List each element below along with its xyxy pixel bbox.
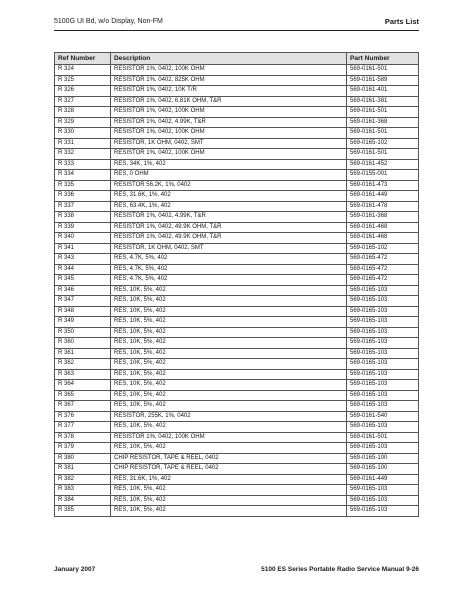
ref-number-cell: R 338 xyxy=(55,212,111,223)
description-cell: RES, 10K, 5%, 402 xyxy=(111,390,347,401)
ref-number-cell: R 329 xyxy=(55,117,111,128)
table-header-row xyxy=(55,53,419,65)
ref-number-cell: R 363 xyxy=(55,369,111,380)
part-number-cell: 569-0165-103 xyxy=(347,317,419,328)
table-row xyxy=(55,212,419,223)
table-row xyxy=(55,359,419,370)
part-number-cell: 569-0165-102 xyxy=(347,138,419,149)
table-row xyxy=(55,422,419,433)
table-row xyxy=(55,191,419,202)
ref-number-cell: R 332 xyxy=(55,149,111,160)
description-cell: RES, 10K, 5%, 402 xyxy=(111,317,347,328)
description-cell: RES, 63.4K, 1%, 402 xyxy=(111,201,347,212)
description-cell: RESISTOR 1%, 0402, 49.9K OHM, T&R xyxy=(111,233,347,244)
description-cell: RES, 31.6K, 1%, 402 xyxy=(111,474,347,485)
table-row xyxy=(55,432,419,443)
ref-number-cell: R 349 xyxy=(55,317,111,328)
footer-manual-page: 5100 ES Series Portable Radio Service Manual 9-26 xyxy=(261,566,419,573)
description-cell: RESISTOR 1%, 0402, 4.99K, T&R xyxy=(111,117,347,128)
header-divider xyxy=(54,30,419,31)
ref-number-cell: R 326 xyxy=(55,86,111,97)
table-row xyxy=(55,495,419,506)
part-number-cell: 569-0161-452 xyxy=(347,159,419,170)
ref-number-cell: R 335 xyxy=(55,180,111,191)
ref-number-cell: R 350 xyxy=(55,327,111,338)
description-cell: RES, 4.7K, 5%, 402 xyxy=(111,254,347,265)
part-number-cell: 569-0165-103 xyxy=(347,422,419,433)
parts-list-table xyxy=(54,52,419,517)
header-section-title: Parts List xyxy=(384,17,419,26)
ref-number-cell: R 325 xyxy=(55,75,111,86)
part-number-cell: 569-0165-103 xyxy=(347,495,419,506)
description-cell: RES, 31.6K, 1%, 402 xyxy=(111,191,347,202)
description-cell: RES, 10K, 5%, 402 xyxy=(111,485,347,496)
part-number-cell: 569-0165-103 xyxy=(347,390,419,401)
description-cell: RESISTOR, 255K, 1%, 0402 xyxy=(111,411,347,422)
part-number-cell: 569-0161-501 xyxy=(347,432,419,443)
description-cell: RESISTOR 1%, 0402, 49.9K OHM, T&R xyxy=(111,222,347,233)
ref-number-cell: R 341 xyxy=(55,243,111,254)
part-number-cell: 569-0161-501 xyxy=(347,107,419,118)
table-row xyxy=(55,474,419,485)
table-row xyxy=(55,506,419,517)
ref-number-cell: R 347 xyxy=(55,296,111,307)
part-number-cell: 569-0165-472 xyxy=(347,275,419,286)
part-number-cell: 569-0161-468 xyxy=(347,233,419,244)
ref-number-cell: R 340 xyxy=(55,233,111,244)
table-row xyxy=(55,65,419,76)
column-header-description: Description xyxy=(111,53,347,65)
table-row xyxy=(55,485,419,496)
ref-number-cell: R 334 xyxy=(55,170,111,181)
ref-number-cell: R 328 xyxy=(55,107,111,118)
ref-number-cell: R 330 xyxy=(55,128,111,139)
ref-number-cell: R 348 xyxy=(55,306,111,317)
description-cell: RES, 10K, 5%, 402 xyxy=(111,306,347,317)
description-cell: RES, 10K, 5%, 402 xyxy=(111,359,347,370)
description-cell: RES, 10K, 5%, 402 xyxy=(111,443,347,454)
part-number-cell: 569-0161-368 xyxy=(347,117,419,128)
ref-number-cell: R 377 xyxy=(55,422,111,433)
ref-number-cell: R 345 xyxy=(55,275,111,286)
table-row xyxy=(55,96,419,107)
description-cell: RES, 10K, 5%, 402 xyxy=(111,348,347,359)
description-cell: RESISTOR 56.2K, 1%, 0402 xyxy=(111,180,347,191)
part-number-cell: 569-0161-589 xyxy=(347,75,419,86)
ref-number-cell: R 324 xyxy=(55,65,111,76)
part-number-cell: 569-0161-381 xyxy=(347,96,419,107)
description-cell: RES, 10K, 5%, 402 xyxy=(111,506,347,517)
description-cell: RESISTOR 1%, 0402, 4.99K, T&R xyxy=(111,212,347,223)
table-row xyxy=(55,180,419,191)
ref-number-cell: R 383 xyxy=(55,485,111,496)
header-document-title: 5100G UI Bd, w/o Display, Non-FM xyxy=(54,18,163,25)
table-row xyxy=(55,254,419,265)
table-row xyxy=(55,128,419,139)
ref-number-cell: R 361 xyxy=(55,348,111,359)
table-row xyxy=(55,411,419,422)
part-number-cell: 569-0165-103 xyxy=(347,401,419,412)
part-number-cell: 569-0165-103 xyxy=(347,443,419,454)
ref-number-cell: R 382 xyxy=(55,474,111,485)
ref-number-cell: R 367 xyxy=(55,401,111,412)
description-cell: RESISTOR 1%, 0402, 100K OHM xyxy=(111,149,347,160)
description-cell: RES, 10K, 5%, 402 xyxy=(111,338,347,349)
ref-number-cell: R 343 xyxy=(55,254,111,265)
table-row xyxy=(55,75,419,86)
table-row xyxy=(55,401,419,412)
part-number-cell: 569-0165-472 xyxy=(347,264,419,275)
part-number-cell: 569-0161-501 xyxy=(347,149,419,160)
description-cell: RES, 10K, 5%, 402 xyxy=(111,285,347,296)
table-row xyxy=(55,107,419,118)
table-row xyxy=(55,159,419,170)
ref-number-cell: R 337 xyxy=(55,201,111,212)
description-cell: RES, 10K, 5%, 402 xyxy=(111,380,347,391)
description-cell: RESISTOR 1%, 0402, 6.81K OHM, T&R xyxy=(111,96,347,107)
description-cell: CHIP RESISTOR, TAPE & REEL, 0402 xyxy=(111,453,347,464)
table-row xyxy=(55,233,419,244)
part-number-cell: 569-0161-501 xyxy=(347,128,419,139)
ref-number-cell: R 362 xyxy=(55,359,111,370)
description-cell: RES, 10K, 5%, 402 xyxy=(111,422,347,433)
ref-number-cell: R 384 xyxy=(55,495,111,506)
table-row xyxy=(55,243,419,254)
description-cell: RESISTOR 1%, 0402, 100K OHM xyxy=(111,107,347,118)
ref-number-cell: R 378 xyxy=(55,432,111,443)
ref-number-cell: R 385 xyxy=(55,506,111,517)
ref-number-cell: R 380 xyxy=(55,453,111,464)
part-number-cell: 569-0161-473 xyxy=(347,180,419,191)
ref-number-cell: R 379 xyxy=(55,443,111,454)
ref-number-cell: R 365 xyxy=(55,390,111,401)
table-row xyxy=(55,170,419,181)
ref-number-cell: R 364 xyxy=(55,380,111,391)
footer-date: January 2007 xyxy=(54,566,96,573)
table-row xyxy=(55,117,419,128)
part-number-cell: 569-0165-103 xyxy=(347,327,419,338)
ref-number-cell: R 327 xyxy=(55,96,111,107)
part-number-cell: 569-0161-468 xyxy=(347,222,419,233)
part-number-cell: 569-0165-472 xyxy=(347,254,419,265)
description-cell: RES, 4.7K, 5%, 402 xyxy=(111,275,347,286)
part-number-cell: 569-0165-103 xyxy=(347,506,419,517)
description-cell: RESISTOR, 1K OHM, 0402, SMT xyxy=(111,138,347,149)
ref-number-cell: R 360 xyxy=(55,338,111,349)
part-number-cell: 569-0165-100 xyxy=(347,453,419,464)
description-cell: RES, 0 OHM xyxy=(111,170,347,181)
table-row xyxy=(55,338,419,349)
table-row xyxy=(55,201,419,212)
part-number-cell: 569-0165-103 xyxy=(347,338,419,349)
part-number-cell: 569-0161-501 xyxy=(347,65,419,76)
table-row xyxy=(55,443,419,454)
part-number-cell: 569-0165-103 xyxy=(347,359,419,370)
table-row xyxy=(55,348,419,359)
ref-number-cell: R 331 xyxy=(55,138,111,149)
description-cell: RESISTOR 1%, 0402, 100K OHM xyxy=(111,128,347,139)
table-row xyxy=(55,453,419,464)
part-number-cell: 569-0165-102 xyxy=(347,243,419,254)
table-row xyxy=(55,380,419,391)
ref-number-cell: R 333 xyxy=(55,159,111,170)
part-number-cell: 569-0165-100 xyxy=(347,464,419,475)
description-cell: CHIP RESISTOR, TAPE & REEL, 0402 xyxy=(111,464,347,475)
part-number-cell: 569-0161-368 xyxy=(347,212,419,223)
ref-number-cell: R 344 xyxy=(55,264,111,275)
table-row xyxy=(55,275,419,286)
ref-number-cell: R 346 xyxy=(55,285,111,296)
column-header-part-number: Part Number xyxy=(347,53,419,65)
part-number-cell: 569-0161-540 xyxy=(347,411,419,422)
part-number-cell: 569-0161-449 xyxy=(347,474,419,485)
table-row xyxy=(55,390,419,401)
table-row xyxy=(55,285,419,296)
part-number-cell: 569-0161-478 xyxy=(347,201,419,212)
description-cell: RES, 10K, 5%, 402 xyxy=(111,495,347,506)
description-cell: RES, 10K, 5%, 402 xyxy=(111,296,347,307)
table-row xyxy=(55,306,419,317)
description-cell: RESISTOR 1%, 0402, 10K T/R xyxy=(111,86,347,97)
table-row xyxy=(55,296,419,307)
table-row xyxy=(55,464,419,475)
table-row xyxy=(55,138,419,149)
table-row xyxy=(55,149,419,160)
table-row xyxy=(55,264,419,275)
table-row xyxy=(55,369,419,380)
part-number-cell: 569-0155-001 xyxy=(347,170,419,181)
part-number-cell: 569-0165-103 xyxy=(347,348,419,359)
description-cell: RESISTOR, 1K OHM, 0402, SMT xyxy=(111,243,347,254)
ref-number-cell: R 339 xyxy=(55,222,111,233)
description-cell: RES, 10K, 5%, 402 xyxy=(111,401,347,412)
description-cell: RESISTOR 1%, 0402, 100K OHM xyxy=(111,65,347,76)
description-cell: RESISTOR 1%, 0402, 100K OHM xyxy=(111,432,347,443)
part-number-cell: 569-0165-103 xyxy=(347,285,419,296)
table-row xyxy=(55,317,419,328)
description-cell: RES, 34K, 1%, 402 xyxy=(111,159,347,170)
table-row xyxy=(55,86,419,97)
description-cell: RES, 4.7K, 5%, 402 xyxy=(111,264,347,275)
description-cell: RESISTOR 1%, 0402, 825K OHM xyxy=(111,75,347,86)
ref-number-cell: R 381 xyxy=(55,464,111,475)
part-number-cell: 569-0165-103 xyxy=(347,296,419,307)
part-number-cell: 569-0165-103 xyxy=(347,369,419,380)
table-row xyxy=(55,222,419,233)
part-number-cell: 569-0165-103 xyxy=(347,485,419,496)
table-body xyxy=(55,65,419,517)
ref-number-cell: R 376 xyxy=(55,411,111,422)
part-number-cell: 569-0165-103 xyxy=(347,306,419,317)
table-row xyxy=(55,327,419,338)
part-number-cell: 569-0165-103 xyxy=(347,380,419,391)
description-cell: RES, 10K, 5%, 402 xyxy=(111,327,347,338)
part-number-cell: 569-0161-449 xyxy=(347,191,419,202)
column-header-ref-number: Ref Number xyxy=(55,53,111,65)
description-cell: RES, 10K, 5%, 402 xyxy=(111,369,347,380)
ref-number-cell: R 336 xyxy=(55,191,111,202)
part-number-cell: 569-0161-401 xyxy=(347,86,419,97)
